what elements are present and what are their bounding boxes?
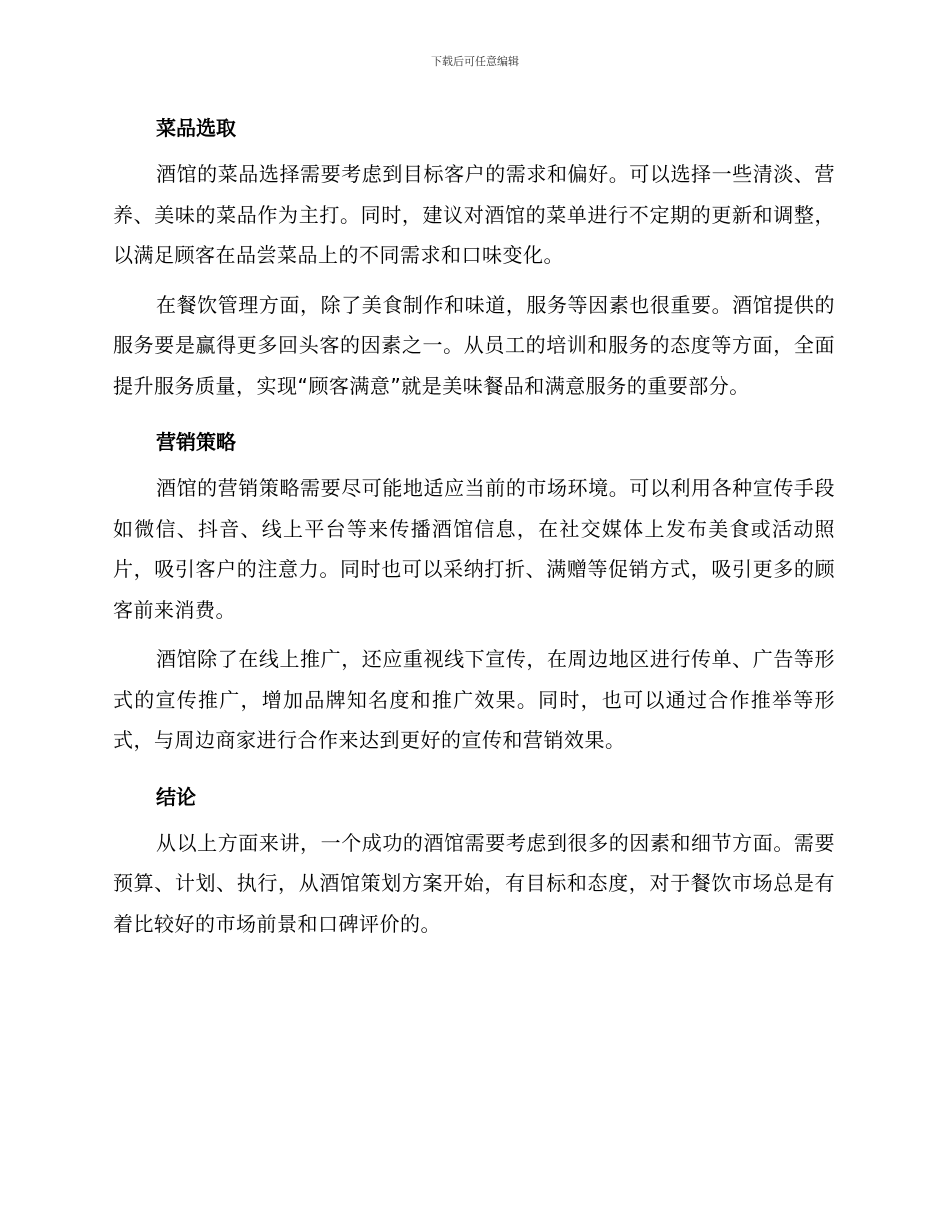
paragraph: 酒馆的菜品选择需要考虑到目标客户的需求和偏好。可以选择一些清淡、营养、美味的菜品作为主打。同时，建议对酒馆的菜单进行不定期的更新和调整，以满足顾客在品尝菜品上的不同需求和口味变化。 bbox=[113, 162, 835, 267]
paragraph: 在餐饮管理方面，除了美食制作和味道，服务等因素也很重要。酒馆提供的服务要是赢得更多回头客的因素之一。从员工的培训和服务的态度等方面，全面提升服务质量，实现“顾客满意”就是美味餐品和满意服务的重要部分。 bbox=[113, 292, 835, 398]
document-body bbox=[113, 108, 835, 953]
section-heading: 结论 bbox=[156, 784, 196, 809]
page-header: 下载后可任意编辑 bbox=[431, 55, 519, 68]
paragraph: 酒馆的营销策略需要尽可能地适应当前的市场环境。可以利用各种宣传手段如微信、抖音、线上平台等来传播酒馆信息，在社交媒体上发布美食或活动照片，吸引客户的注意力。同时也可以采纳打折、满赠等促销方式，吸引更多的顾客前来消费。 bbox=[113, 476, 835, 622]
section-marketing-strategy bbox=[113, 422, 835, 761]
section-heading: 营销策略 bbox=[156, 430, 236, 454]
section-dish-selection bbox=[113, 108, 835, 406]
paragraph: 酒馆除了在线上推广，还应重视线下宣传，在周边地区进行传单、广告等形式的宣传推广，增加品牌知名度和推广效果。同时，也可以通过合作推举等形式，与周边商家进行合作来达到更好的宣传和营销效果。 bbox=[113, 647, 835, 752]
section-conclusion bbox=[113, 777, 835, 945]
paragraph: 从以上方面来讲，一个成功的酒馆需要考虑到很多的因素和细节方面。需要预算、计划、执行，从酒馆策划方案开始，有目标和态度，对于餐饮市场总是有着比较好的市场前景和口碑评价的。 bbox=[113, 830, 835, 936]
section-heading: 菜品选取 bbox=[156, 116, 236, 140]
